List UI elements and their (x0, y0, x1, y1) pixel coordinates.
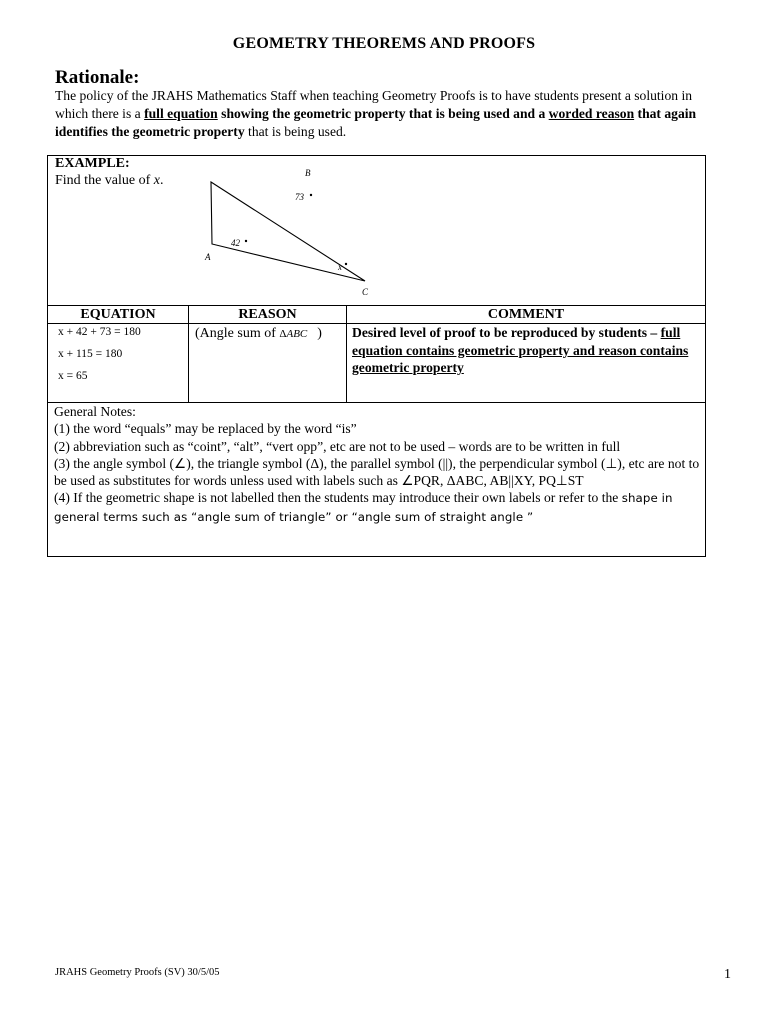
equation-line-2: x + 115 = 180 (58, 348, 123, 360)
note-3: (3) the angle symbol (∠), the triangle symbol (Δ), the parallel symbol (||), the perpendicular symbol (⊥), etc are not to be used as substitutes for words unless used with labels such as ∠PQR, ΔABC, AB||XY, PQ⊥ST (54, 455, 700, 489)
rationale-text-4: that is being used. (244, 124, 347, 139)
vertex-c-label: C (362, 287, 369, 297)
reason-close: ) (317, 326, 322, 341)
find-variable: x (153, 173, 160, 188)
equation-line-1: x + 42 + 73 = 180 (58, 326, 141, 338)
example-box (47, 155, 706, 557)
rationale-text-1: The policy of the JRAHS Mathematics Staff when teaching Geometry Proofs is to have students present a solution in which there is a (55, 88, 693, 121)
triangle-diagram (48, 156, 705, 306)
angle-c-degree (345, 263, 347, 265)
header-reason: REASON (238, 307, 297, 322)
vertex-b-label: B (305, 168, 311, 178)
header-equation: EQUATION (80, 307, 156, 322)
rationale-text-2: showing the geometric property that is being used and a (217, 106, 549, 121)
angle-a-degree (245, 240, 247, 242)
reason-triangle-label: ABC (286, 328, 308, 340)
page-number: 1 (724, 967, 731, 982)
note-2: (2) abbreviation such as “coint”, “alt”, “vert opp”, etc are not to be used – words are to be written in full (54, 438, 621, 454)
notes-heading: General Notes: (54, 404, 136, 419)
comment-part-1: Desired level of proof to be reproduced by students – (352, 325, 661, 340)
rationale-worded-reason: worded reason (548, 106, 635, 121)
comment-text (352, 324, 697, 377)
note-4-part-a: (4) If the geometric shape is not labelled then the students may introduce their own labels or refer to the (54, 490, 622, 506)
rationale-text-3: that again identifies the geometric property (55, 106, 697, 139)
reason-prefix: (Angle sum of (195, 326, 280, 341)
angle-a-label: 42 (231, 238, 240, 248)
angle-b-degree (310, 194, 312, 196)
rationale-heading: Rationale: (55, 67, 140, 88)
equation-line-3: x = 65 (58, 370, 88, 382)
vertex-a-label: A (205, 252, 211, 262)
footer-text: JRAHS Geometry Proofs (SV) 30/5/05 (55, 967, 220, 978)
find-text: Find the value of (55, 173, 154, 188)
find-end: . (159, 173, 164, 188)
divider-example (48, 305, 705, 306)
page-title: GEOMETRY THEOREMS AND PROOFS (232, 35, 536, 52)
note-1: (1) the word “equals” may be replaced by the word “is” (54, 421, 357, 437)
rationale-paragraph (55, 87, 720, 141)
example-label: EXAMPLE: (55, 156, 130, 171)
angle-b-label: 73 (295, 192, 304, 202)
triangle-symbol: Δ (279, 328, 287, 340)
general-notes (54, 403, 702, 526)
angle-c-label: x (338, 262, 342, 272)
reason-text (195, 326, 322, 342)
comment-part-2: full equation contains geometric property and reason contains geometric property (352, 325, 689, 375)
header-comment: COMMENT (487, 307, 565, 322)
note-4 (54, 489, 702, 526)
rationale-full-equation: full equation (144, 106, 218, 121)
note-4-part-b: shape in general terms such as “angle sum of triangle” or “angle sum of straight angle ” (54, 491, 673, 524)
